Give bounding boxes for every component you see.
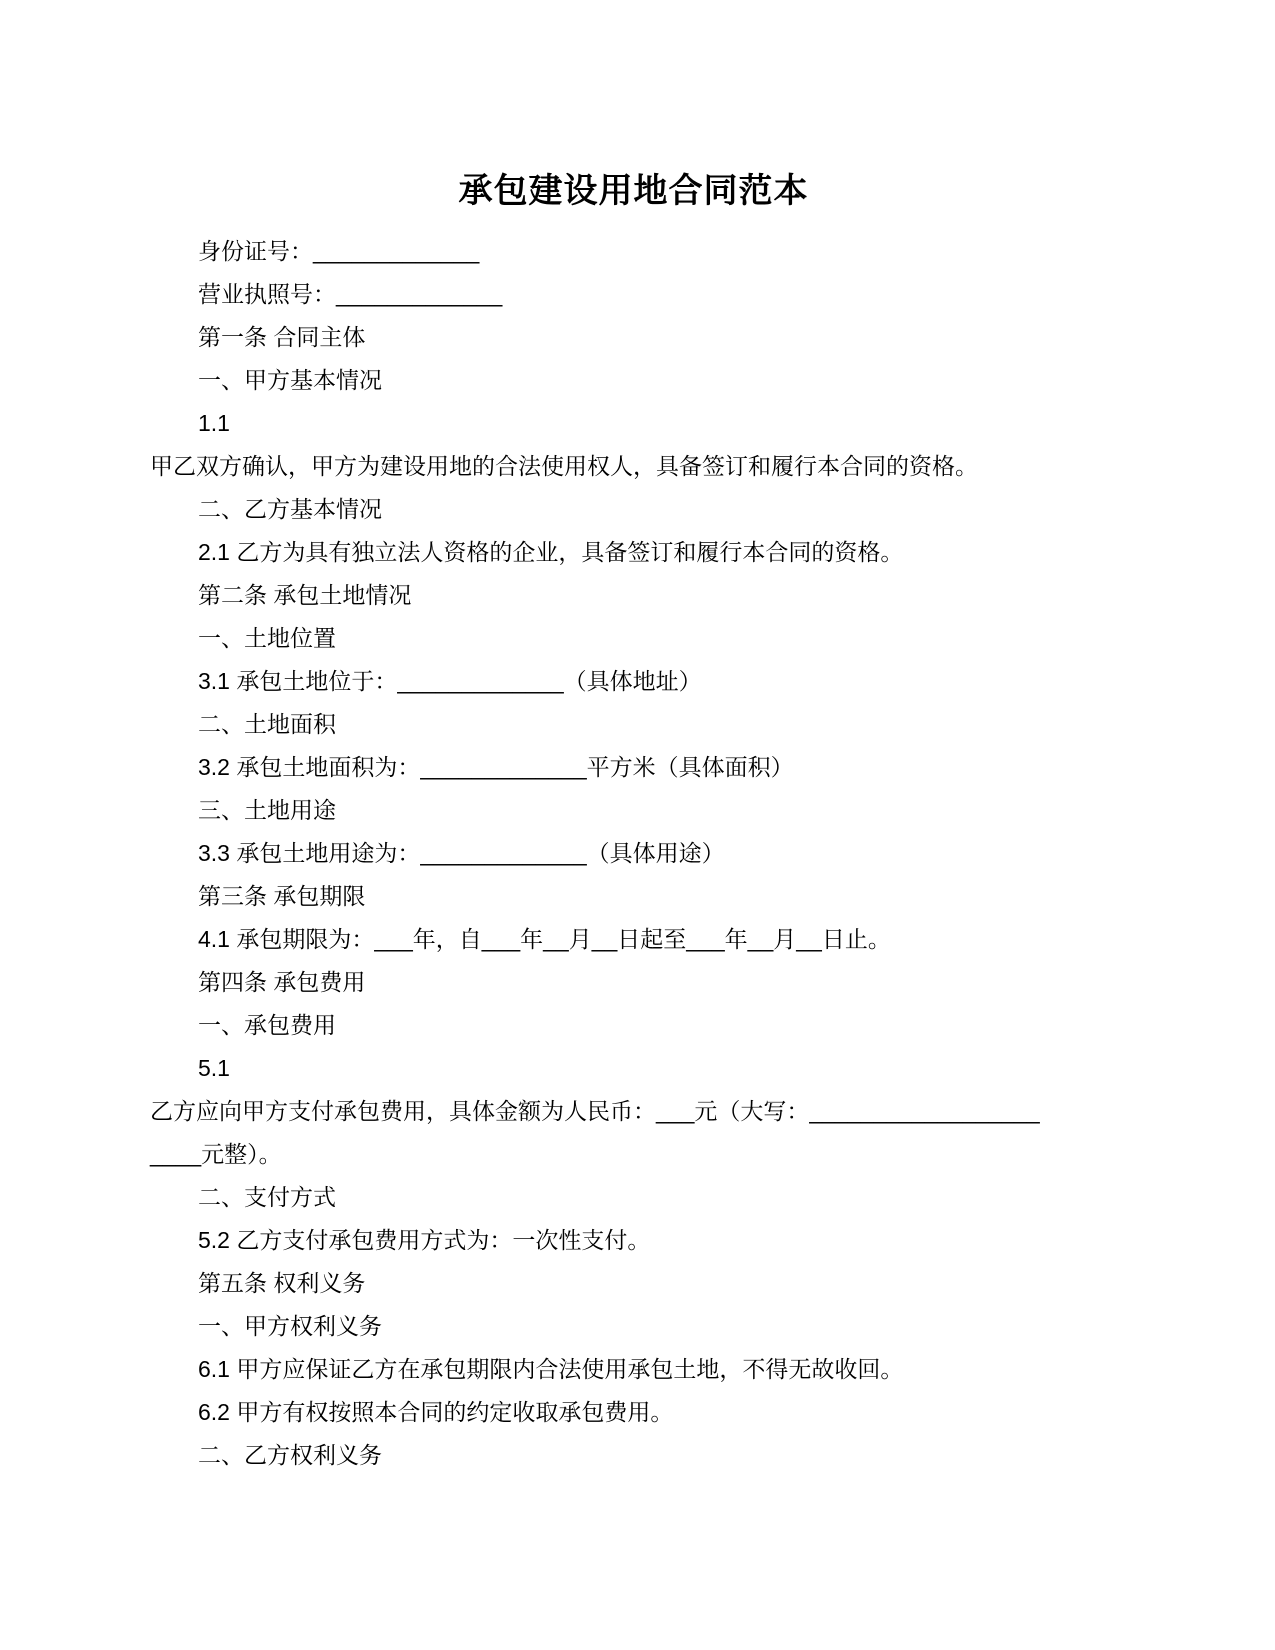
doc-line-article5-heading: 第五条 权利义务 (198, 1270, 366, 1296)
doc-line-article1-heading: 第一条 合同主体 (198, 324, 366, 350)
doc-line: 一、甲方基本情况 (198, 367, 382, 393)
doc-line: 二、乙方基本情况 (198, 496, 382, 522)
document-body (150, 230, 1117, 1477)
doc-line: 6.1 甲方应保证乙方在承包期限内合法使用承包土地，不得无故收回。 (198, 1356, 904, 1382)
doc-line: 一、承包费用 (198, 1012, 336, 1038)
doc-line-license-number: 营业执照号：_____________ (198, 281, 503, 307)
doc-line-article3-heading: 第三条 承包期限 (198, 883, 366, 909)
doc-line: 3.3 承包土地用途为：_____________（具体用途） (198, 840, 725, 866)
doc-line: 2.1 乙方为具有独立法人资格的企业，具备签订和履行本合同的资格。 (198, 539, 904, 565)
doc-line: 二、乙方权利义务 (198, 1442, 382, 1468)
doc-line: 3.1 承包土地位于：_____________（具体地址） (198, 668, 702, 694)
doc-line: 1.1 (198, 410, 230, 436)
doc-line-article2-heading: 第二条 承包土地情况 (198, 582, 412, 608)
document-title: 承包建设用地合同范本 (458, 172, 809, 210)
doc-line: 一、土地位置 (198, 625, 336, 651)
doc-line: ____元整）。 (150, 1141, 282, 1167)
doc-line: 6.2 甲方有权按照本合同的约定收取承包费用。 (198, 1399, 674, 1425)
doc-line-article4-heading: 第四条 承包费用 (198, 969, 366, 995)
doc-line: 乙方应向甲方支付承包费用，具体金额为人民币：___元（大写：__________________ (150, 1098, 1040, 1124)
doc-line: 甲乙双方确认，甲方为建设用地的合法使用权人，具备签订和履行本合同的资格。 (150, 453, 978, 479)
doc-line: 三、土地用途 (198, 797, 336, 823)
doc-line: 4.1 承包期限为：___年，自___年__月__日起至___年__月__日止。 (198, 926, 891, 952)
doc-line: 二、土地面积 (198, 711, 336, 737)
doc-line-id-number: 身份证号：_____________ (198, 238, 480, 264)
doc-line: 二、支付方式 (198, 1184, 336, 1210)
doc-line: 一、甲方权利义务 (198, 1313, 382, 1339)
doc-line: 5.1 (198, 1055, 230, 1081)
doc-line: 5.2 乙方支付承包费用方式为：一次性支付。 (198, 1227, 651, 1253)
doc-line: 3.2 承包土地面积为：_____________平方米（具体面积） (198, 754, 794, 780)
